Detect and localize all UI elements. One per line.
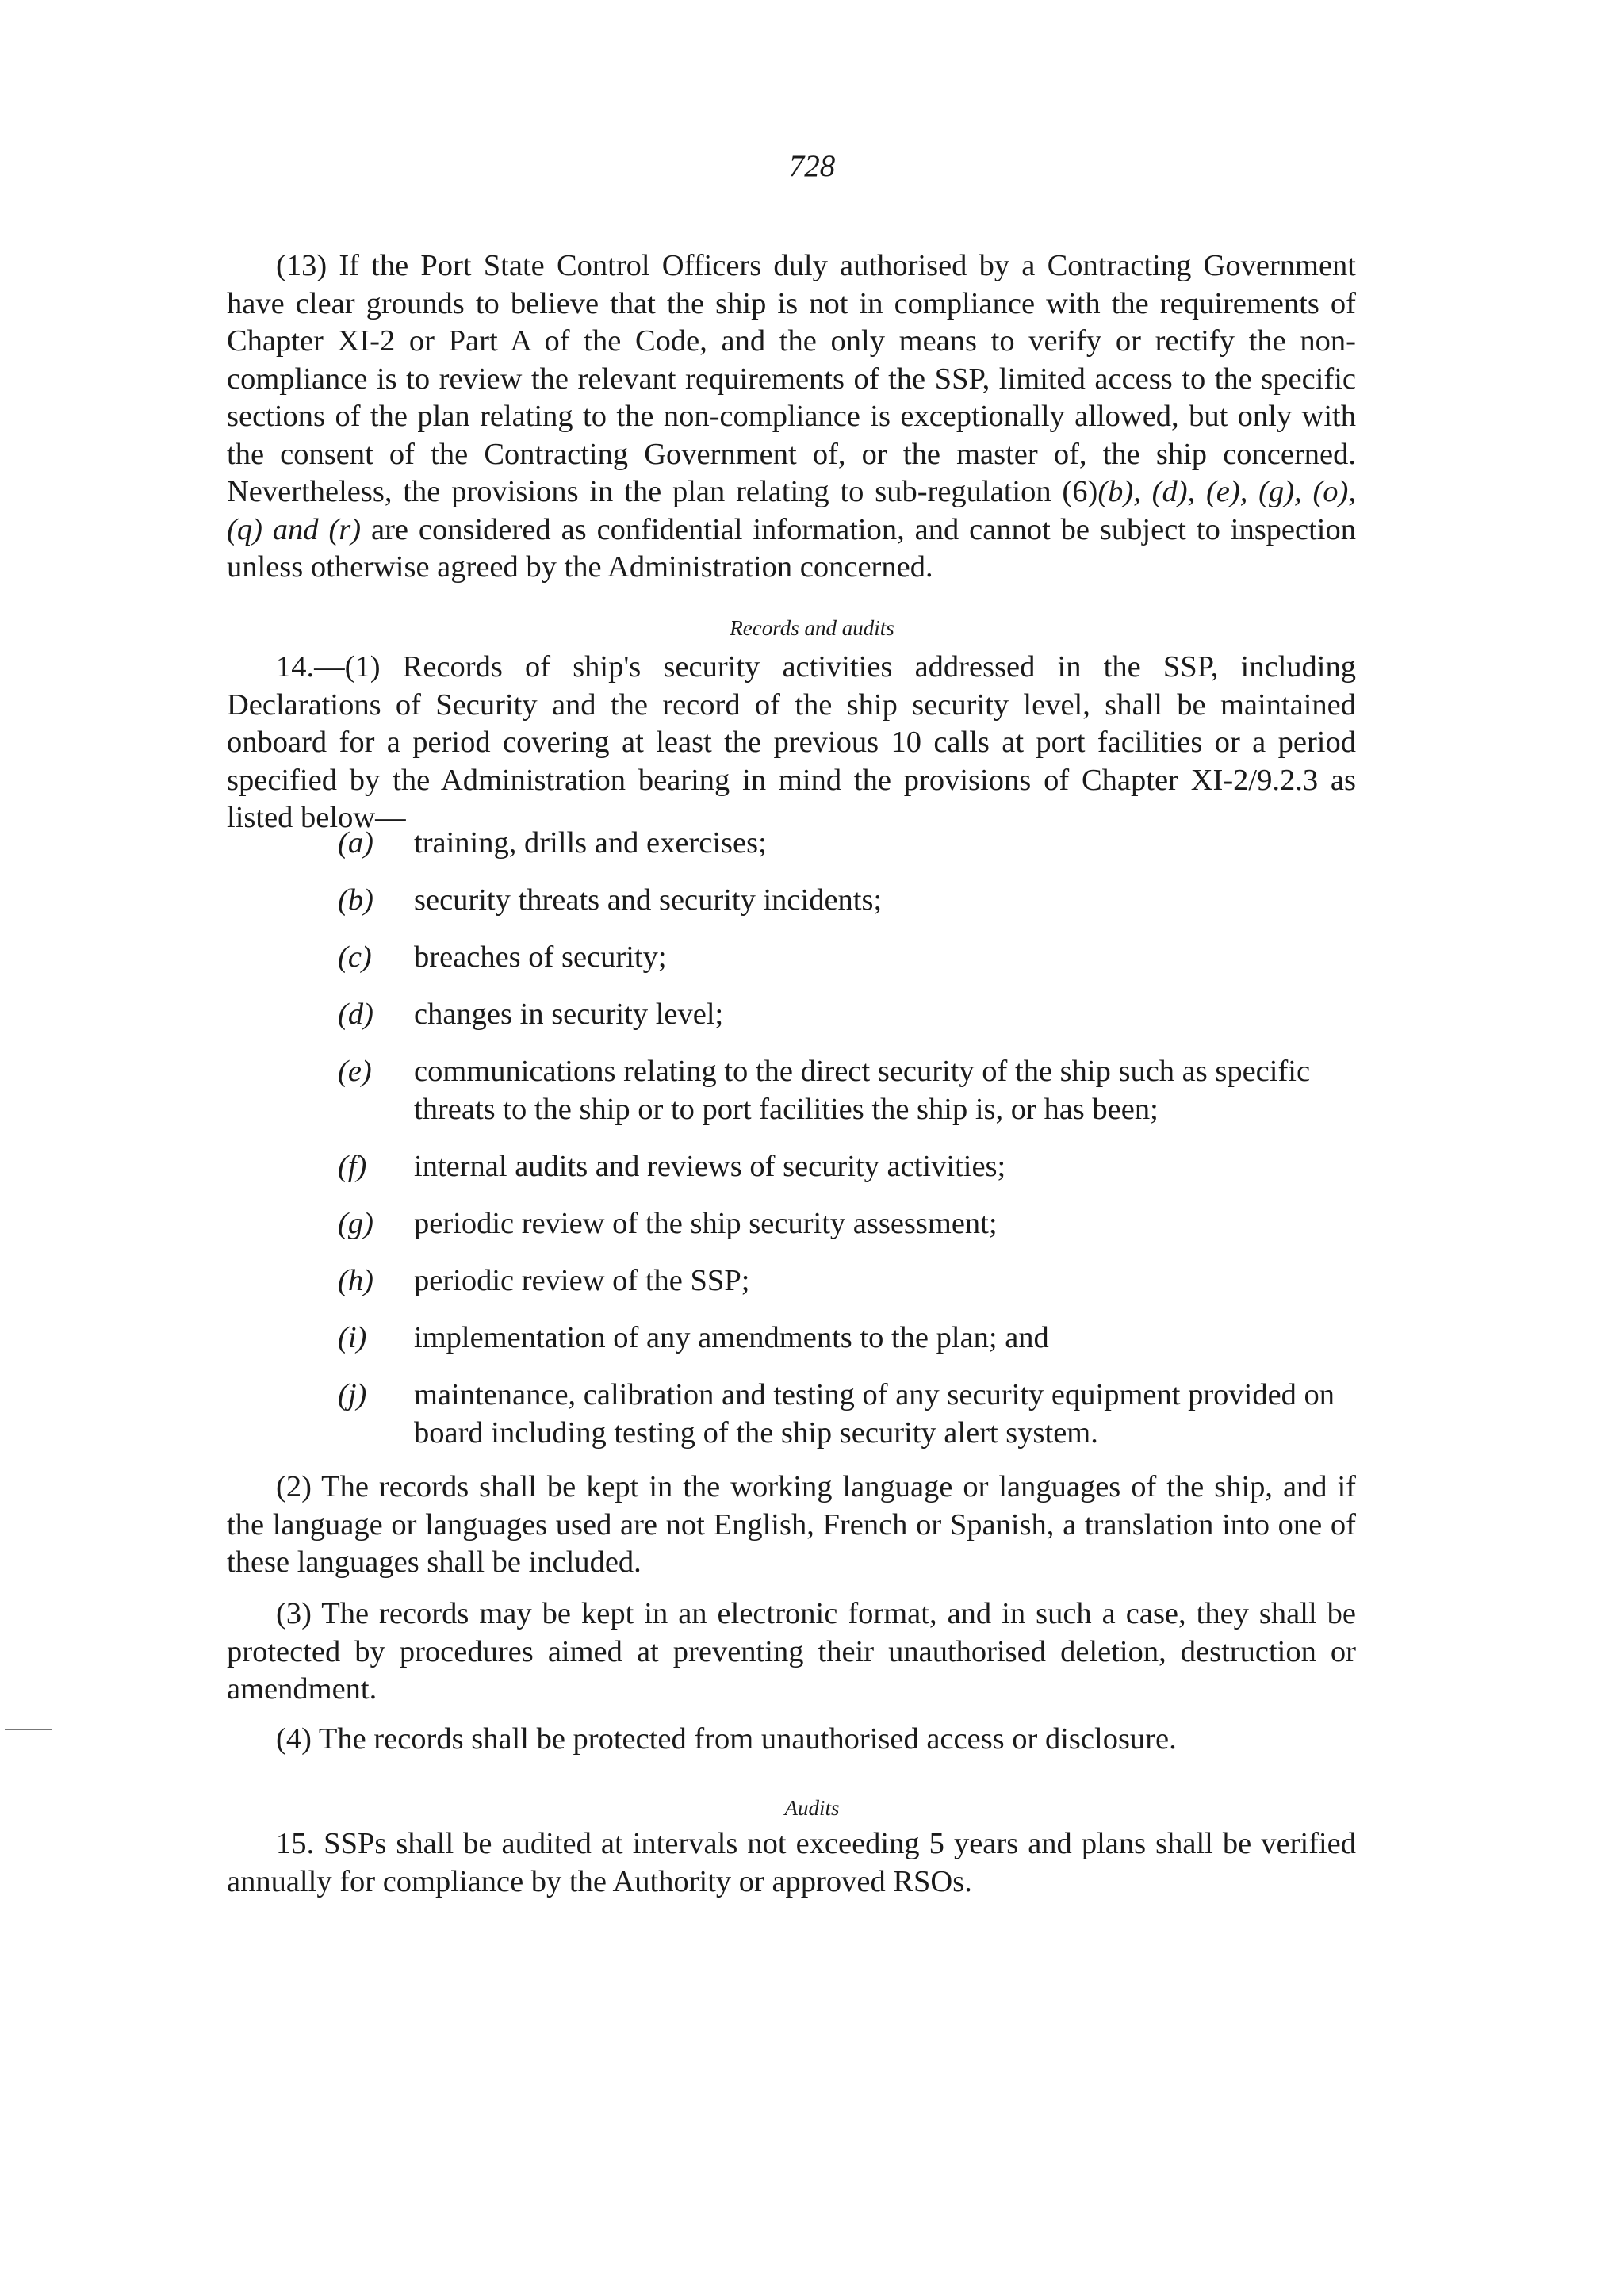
list-item-text: training, drills and exercises;	[414, 826, 767, 860]
paragraph-14-intro	[227, 649, 1356, 837]
paragraph-14-3-text: (3) The records may be kept in an electronic format, and in such a case, they shall be protected by procedures aimed at preventing their unauthorised deletion, destruction or amendment.	[227, 1597, 1356, 1706]
paragraph-14-4-text: (4) The records shall be protected from unauthorised access or disclosure.	[276, 1722, 1177, 1756]
list-item-label: (f)	[338, 1150, 367, 1183]
list-item-text: internal audits and reviews of security activities;	[414, 1150, 1006, 1183]
paragraph-13	[227, 247, 1356, 587]
page-number: 728	[788, 149, 836, 183]
paragraph-14-3	[227, 1595, 1356, 1709]
list-item-label: (c)	[338, 940, 372, 974]
list-item-label: (a)	[338, 826, 373, 860]
list-item-text: implementation of any amendments to the plan; and	[414, 1321, 1049, 1354]
paragraph-14-intro-text: 14.—(1) Records of ship's security activities addressed in the SSP, including Declarations of Security and the record of the ship security level, shall be maintained onboard for a period covering at least the previous 10 calls at port facilities or a period specified by the Administration bearing in mind the provisions of Chapter XI-2/9.2.3 as listed below—	[227, 650, 1356, 834]
paragraph-14-2-text: (2) The records shall be kept in the working language or languages of the ship, and if the language or languages used are not English, French or Spanish, a translation into one of these languages shall be included.	[227, 1470, 1356, 1579]
list-item-label: (i)	[338, 1321, 367, 1354]
list-item-text: security threats and security incidents;	[414, 883, 883, 917]
list-item-text: periodic review of the ship security assessment;	[414, 1207, 998, 1240]
list-item-text: breaches of security;	[414, 940, 667, 974]
paragraph-15-text: 15. SSPs shall be audited at intervals not exceeding 5 years and plans shall be verified annually for compliance by the Authority or approved RSOs.	[227, 1827, 1356, 1898]
list-item-label: (e)	[338, 1055, 372, 1088]
list-item-text: maintenance, calibration and testing of any security equipment provided on board including testing of the ship security alert system.	[414, 1378, 1335, 1450]
list-item-label: (j)	[338, 1378, 367, 1411]
list-item-label: (h)	[338, 1264, 373, 1297]
paragraph-15	[227, 1825, 1356, 1901]
list-item-label: (g)	[338, 1207, 373, 1240]
list-item-text: periodic review of the SSP;	[414, 1264, 750, 1297]
paragraph-13-text-1: (13) If the Port State Control Officers duly authorised by a Contracting Government have clear grounds to believe that the ship is not in compliance with the requirements of Chapter XI-2 or Part A of the Code, and the only means to verify or rectify the non-compliance is to review the relevant requirements of the SSP, limited access to the specific sections of the plan relating to the non-compliance is exceptionally allowed, but only with the consent of the Contracting Government of, or the master of, the ship concerned. Nevertheless, the provisions in the plan relating to sub-regulation (6)	[227, 249, 1356, 508]
list-item-label: (b)	[338, 883, 373, 917]
paragraph-14-4	[227, 1721, 1356, 1759]
paragraph-13-text-2: are considered as confidential information, and cannot be subject to inspection unless otherwise agreed by the Administration concerned.	[227, 512, 1356, 584]
paragraph-14-2	[227, 1469, 1356, 1582]
list-item-text: communications relating to the direct security of the ship such as specific threats to the ship or to port facilities the ship is, or has been;	[414, 1055, 1311, 1126]
paragraph-13-italic-references: (b), (d), (e), (g), (o), (q) and (r)	[227, 475, 1356, 546]
section-heading-records-and-audits: Records and audits	[730, 616, 894, 640]
list-item-label: (d)	[338, 998, 373, 1031]
section-heading-audits: Audits	[784, 1796, 840, 1820]
list-item-text: changes in security level;	[414, 998, 724, 1031]
margin-scan-mark	[5, 1729, 52, 1730]
